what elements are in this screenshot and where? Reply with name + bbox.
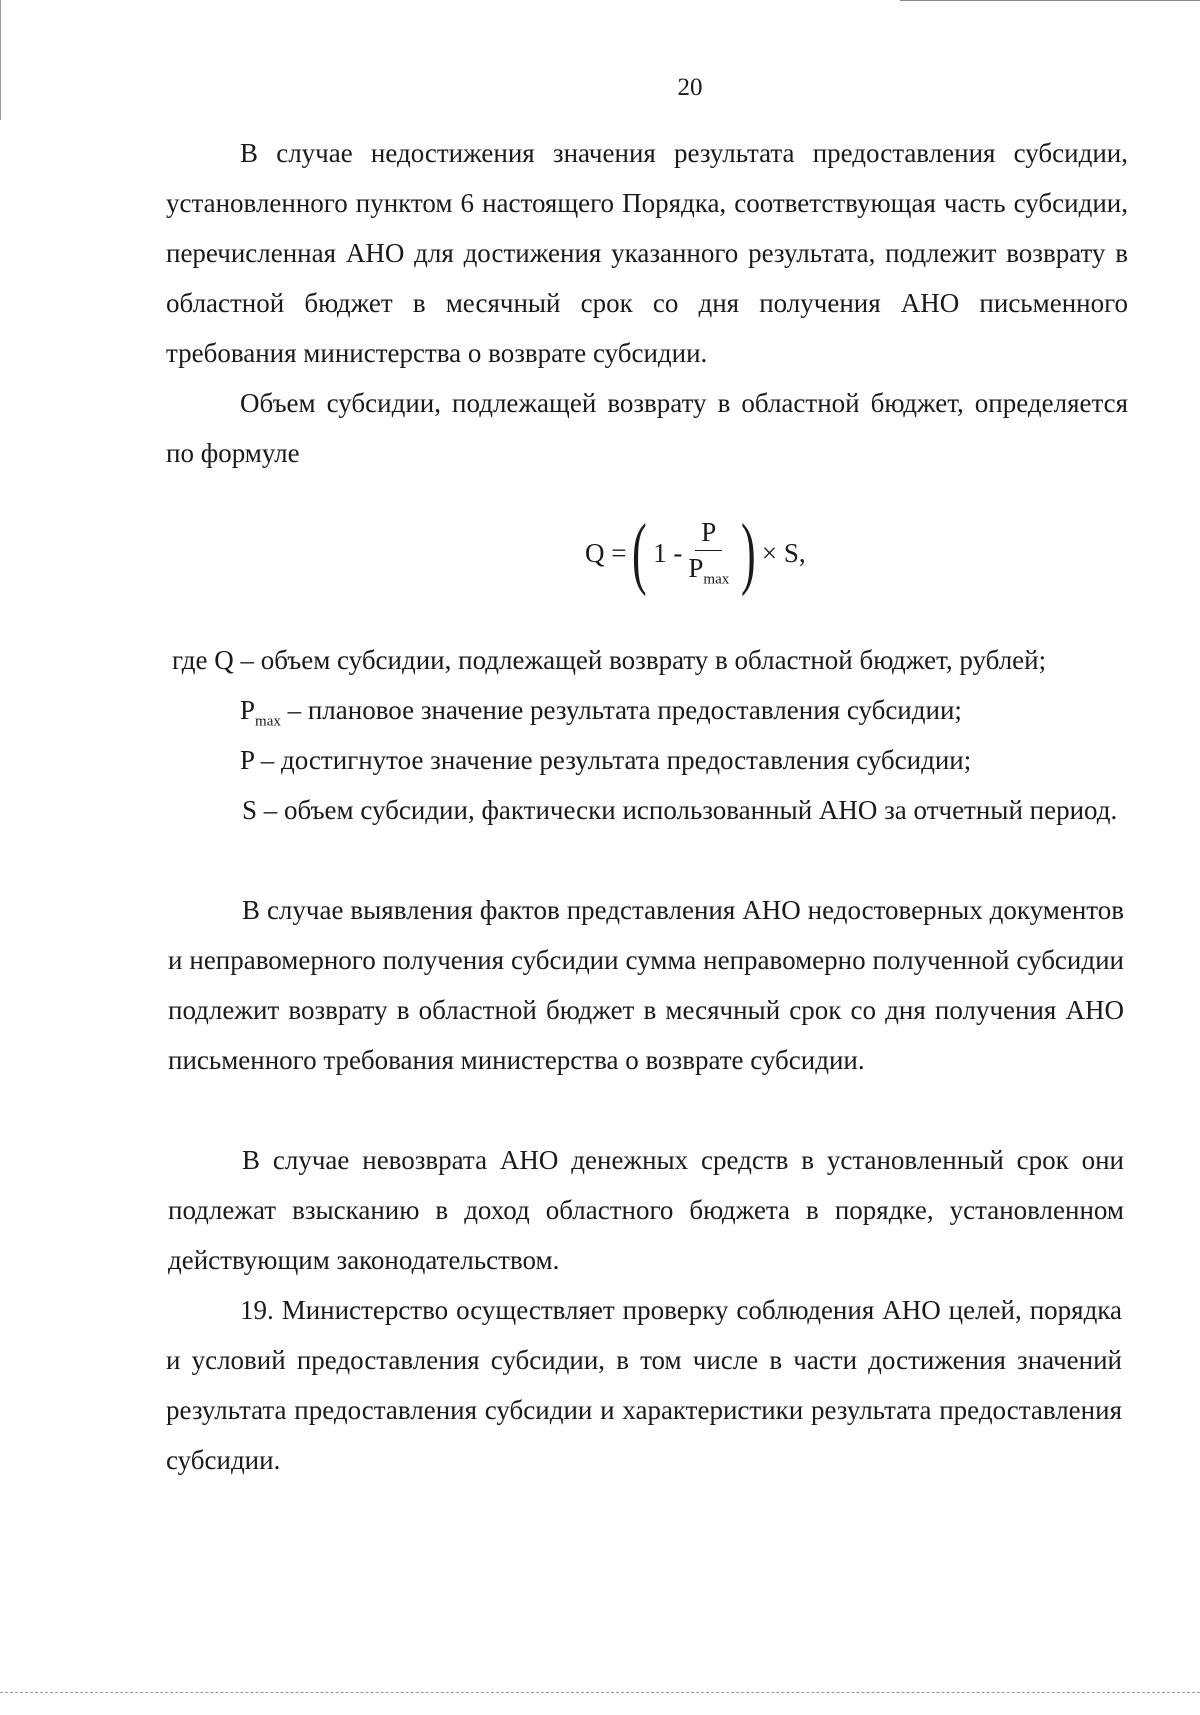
paragraph-underachievement: В случае недостижения значения результата предоставления субсидии, установленного пунктом 6 настоящего Порядка, соответствующая часть субсидии, перечисленная АНО для достижения указанного результата, подлежит возврату в областной бюджет в месячный срок со дня получения АНО письменного требования министерства о возврате субсидии. xyxy=(166,138,1128,368)
paragraph-nonrefund: В случае невозврата АНО денежных средств в установленный срок они подлежат взысканию в доход областного бюджета в порядке, установленном действующим законодательством. xyxy=(168,1145,1124,1275)
formula-numerator: P xyxy=(695,517,722,551)
formula-times-s: × S, xyxy=(761,537,806,568)
paragraph-volume-intro: Объем субсидии, подлежащей возврату в областной бюджет, определяется по формуле xyxy=(166,388,1128,468)
paragraph-19-inspection: 19. Министерство осуществляет проверку соблюдения АНО целей, порядка и условий предоставления субсидии, в том числе в части достижения значений результата предоставления субсидии и характеристики результата предоставления субсидии. xyxy=(166,1295,1122,1475)
scan-edge-left xyxy=(0,0,1,120)
formula-denominator-sub: max xyxy=(703,571,730,588)
definition-q: где Q – объем субсидии, подлежащей возврату в областной бюджет, рублей; xyxy=(172,645,1047,675)
scan-edge-bottom xyxy=(0,1692,1200,1693)
refund-formula xyxy=(585,508,806,598)
formula-denominator xyxy=(688,551,729,588)
definition-p: P – достигнутое значение результата предоставления субсидии; xyxy=(240,745,972,775)
definition-pmax-sub: max xyxy=(255,713,281,730)
definition-pmax-base: P xyxy=(240,695,256,725)
formula-right-paren: ) xyxy=(741,509,756,597)
definition-pmax-text: – плановое значение результата предоставления субсидии; xyxy=(280,695,962,725)
formula-left-paren: ( xyxy=(632,509,648,597)
definition-s: S – объем субсидии, фактически использованный АНО за отчетный период. xyxy=(242,795,1118,825)
formula-one-minus: 1 - xyxy=(653,537,683,568)
formula-fraction xyxy=(688,517,729,588)
page-number: 20 xyxy=(677,74,703,101)
formula-lhs: Q = xyxy=(585,537,627,568)
formula-denominator-base: P xyxy=(688,553,704,584)
paragraph-unlawful: В случае выявления фактов представления АНО недостоверных документов и неправомерного получения субсидии сумма неправомерно полученной субсидии подлежит возврату в областной бюджет в месячный срок со дня получения АНО письменного требования министерства о возврате субсидии. xyxy=(168,895,1124,1075)
scan-edge-top xyxy=(900,0,1200,1)
